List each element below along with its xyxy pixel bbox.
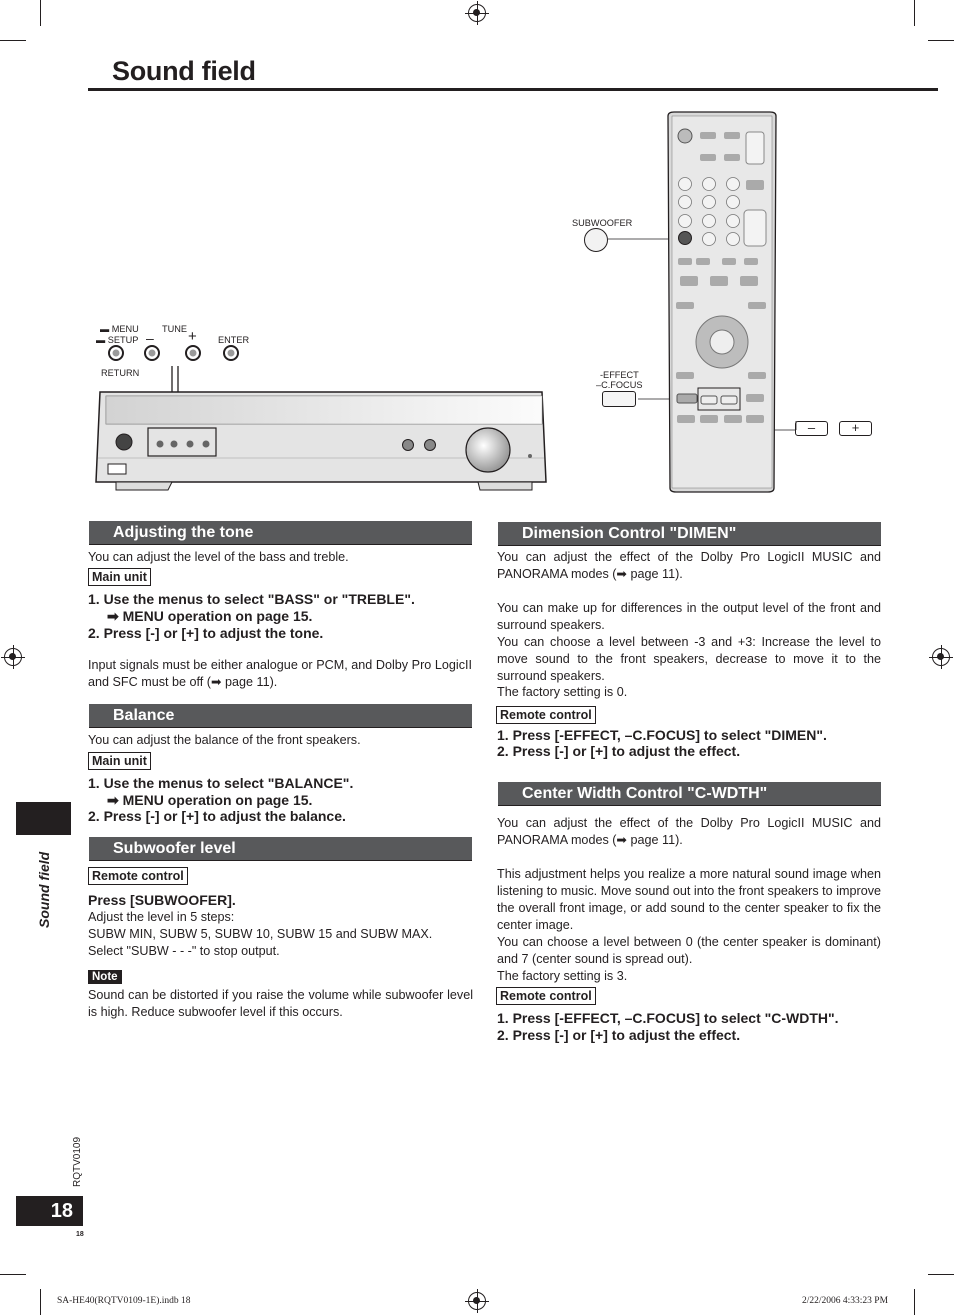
crop-mark [914, 0, 915, 26]
subwoofer-press: Press [SUBWOOFER]. [88, 892, 236, 908]
cwdth-heading: Center Width Control "C-WDTH" [498, 782, 881, 806]
tune-plus-label: + [188, 328, 197, 345]
main-unit-illustration [92, 340, 554, 500]
crop-mark [40, 0, 41, 26]
menu-label: ▬ MENU [100, 324, 139, 334]
tone-step-1-ref: ➡ MENU operation on page 15. [107, 608, 313, 624]
tone-step-2: 2. Press [-] or [+] to adjust the tone. [88, 625, 324, 641]
small-page-number: 18 [76, 1231, 84, 1238]
cwdth-para-2: This adjustment helps you realize a more natural sound image when listening to music. Move sound out into the front speakers to improve the overall front image, or add sound to the center speaker to fix the center image. [497, 867, 881, 932]
subwoofer-remote-tag: Remote control [88, 867, 188, 885]
tone-main-unit-tag: Main unit [88, 568, 151, 586]
dimen-remote-tag: Remote control [496, 706, 596, 724]
dimen-para-2: You can make up for differences in the output level of the front and surround speakers. [497, 601, 881, 632]
registration-mark-icon [4, 648, 22, 666]
balance-heading: Balance [89, 704, 472, 728]
dimen-para-3: You can choose a level between -3 and +3: Increase the level to move sound to the front speakers, decrease to move it to the surround speakers. [497, 635, 881, 683]
doc-code: RQTV0109 [72, 1136, 83, 1187]
dimen-heading: Dimension Control "DIMEN" [498, 522, 881, 546]
subwoofer-line-3: Select "SUBW - - -" to stop output. [88, 944, 280, 958]
return-label: RETURN [101, 368, 140, 378]
cwdth-para-1: You can adjust the effect of the Dolby Pro LogicII MUSIC and PANORAMA modes (➡ page 11). [497, 816, 881, 847]
note-tag: Note [88, 970, 122, 984]
crop-mark [0, 1274, 26, 1275]
page-number: 18 [16, 1196, 83, 1226]
tone-note: Input signals must be either analogue or PCM, and Dolby Pro LogicII and SFC must be off (➡ page 11). [88, 658, 472, 689]
cwdth-step-2: 2. Press [-] or [+] to adjust the effect. [497, 1027, 741, 1043]
crop-mark [40, 1289, 41, 1315]
subwoofer-heading: Subwoofer level [89, 837, 472, 861]
tone-step-1: 1. Use the menus to select "BASS" or "TREBLE". [88, 591, 415, 607]
balance-main-unit-tag: Main unit [88, 752, 151, 770]
footer-timestamp: 2/22/2006 4:33:23 PM [802, 1296, 889, 1306]
balance-step-1-ref: ➡ MENU operation on page 15. [107, 792, 313, 808]
enter-label: ENTER [218, 335, 250, 345]
cwdth-para-3: You can choose a level between 0 (the center speaker is dominant) and 7 (center sound is spread out). [497, 935, 881, 966]
tone-heading: Adjusting the tone [89, 521, 472, 545]
dimen-para-1: You can adjust the effect of the Dolby Pro LogicII MUSIC and PANORAMA modes (➡ page 11). [497, 550, 881, 581]
balance-intro: You can adjust the balance of the front speakers. [88, 733, 361, 747]
tune-minus-label: – [146, 330, 154, 346]
tone-intro: You can adjust the level of the bass and treble. [88, 550, 349, 564]
section-tab [16, 802, 71, 835]
subwoofer-line-1: Adjust the level in 5 steps: [88, 910, 235, 924]
remote-plus-button-icon: + [839, 421, 872, 436]
tune-label: TUNE [162, 324, 188, 334]
subwoofer-note: Sound can be distorted if you raise the volume while subwoofer level is high. Reduce subwoofer level if this occurs. [88, 988, 473, 1019]
registration-mark-icon [468, 4, 486, 22]
crop-mark [928, 1274, 954, 1275]
registration-mark-icon [932, 648, 950, 666]
balance-step-2: 2. Press [-] or [+] to adjust the balance. [88, 808, 346, 824]
dimen-para-4: The factory setting is 0. [497, 685, 628, 699]
subwoofer-label: SUBWOOFER [572, 218, 633, 228]
setup-label: ▬ SETUP [96, 335, 139, 345]
subwoofer-line-2: SUBW MIN, SUBW 5, SUBW 10, SUBW 15 and SUBW MAX. [88, 927, 433, 941]
remote-minus-button-icon: – [795, 421, 828, 436]
footer-file: SA-HE40(RQTV0109-1E).indb 18 [57, 1296, 191, 1306]
crop-mark [928, 40, 954, 41]
side-section-label: Sound field [36, 851, 52, 928]
cfocus-label: –C.FOCUS [596, 380, 643, 390]
remote-control-illustration [598, 110, 878, 496]
dimen-step-1: 1. Press [-EFFECT, –C.FOCUS] to select "DIMEN". [497, 727, 827, 743]
dimen-step-2: 2. Press [-] or [+] to adjust the effect. [497, 743, 741, 759]
crop-mark [0, 40, 26, 41]
title-rule [88, 88, 938, 91]
crop-mark [914, 1289, 915, 1315]
balance-step-1: 1. Use the menus to select "BALANCE". [88, 775, 354, 791]
cwdth-para-4: The factory setting is 3. [497, 969, 628, 983]
registration-mark-icon [468, 1292, 486, 1310]
cwdth-step-1: 1. Press [-EFFECT, –C.FOCUS] to select "C-WDTH". [497, 1010, 839, 1026]
page-title: Sound field [112, 56, 256, 86]
effect-label: -EFFECT [600, 370, 639, 380]
cwdth-remote-tag: Remote control [496, 987, 596, 1005]
